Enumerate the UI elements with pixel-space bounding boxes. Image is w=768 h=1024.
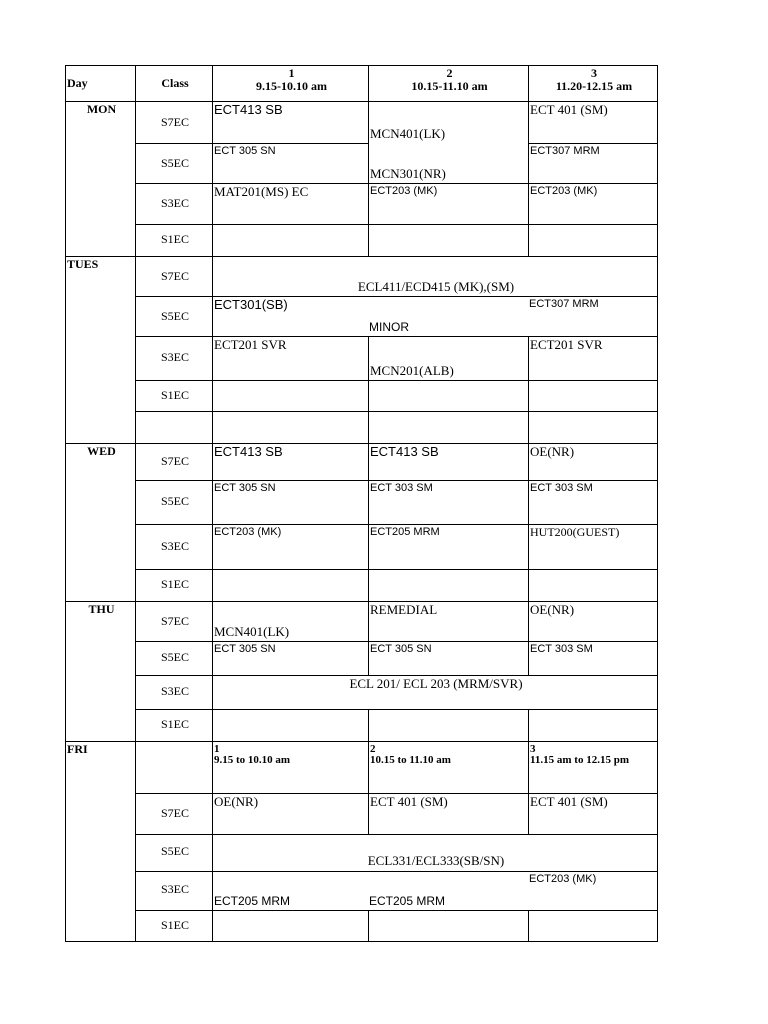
slot-cell (528, 183, 658, 225)
slot-cell (528, 224, 658, 257)
class-label: S3EC (160, 196, 189, 210)
fri-period-1-number: 1 (214, 743, 220, 755)
class-cell (135, 834, 213, 872)
class-label: S5EC (160, 309, 189, 323)
class-label: S3EC (160, 539, 189, 553)
day-cell-thu (65, 601, 136, 742)
class-cell (135, 296, 213, 337)
slot-text: ECT413 SB (214, 444, 283, 459)
slot-text: ECT203 (MK) (214, 526, 282, 538)
class-label: S7EC (160, 454, 189, 468)
class-label: S7EC (160, 614, 189, 628)
slot-text: ECT 401 (SM) (530, 794, 608, 809)
slot-text: ECT 303 SM (370, 482, 433, 494)
slot-cell-merged (212, 834, 658, 872)
slot-text: ECT205 MRM (214, 894, 291, 908)
class-cell (135, 336, 213, 381)
slot-text: ECT 401 (SM) (370, 794, 448, 809)
period-3-number: 3 (591, 66, 597, 80)
class-cell (135, 101, 213, 144)
slot-cell-merged (212, 256, 658, 297)
slot-cell (528, 910, 658, 942)
slot-text: ECT307 MRM (529, 298, 599, 310)
slot-text: ECT201 SVR (530, 337, 603, 352)
slot-cell (528, 569, 658, 602)
slot-text: ECT 305 SN (370, 643, 432, 655)
fri-period-1-time: 9.15 to 10.10 am (214, 754, 291, 766)
slot-cell (528, 480, 658, 525)
class-label: S1EC (160, 577, 189, 591)
slot-cell (368, 101, 529, 184)
slot-cell (212, 101, 369, 144)
slot-text: ECT203 (MK) (370, 185, 438, 197)
class-label: S5EC (160, 156, 189, 170)
day-label-tues: TUES (67, 257, 99, 271)
slot-cell (368, 793, 529, 835)
class-cell (135, 569, 213, 602)
class-label: S5EC (160, 650, 189, 664)
day-label-wed: WED (87, 444, 116, 458)
day-cell-mon (65, 101, 136, 257)
slot-cell (368, 296, 529, 337)
slot-text: ECT307 MRM (530, 145, 600, 157)
slot-cell (368, 480, 529, 525)
header-period-3 (528, 65, 658, 102)
slot-cell (212, 709, 369, 742)
class-label: S3EC (160, 882, 189, 896)
slot-text: MCN301(NR) (370, 166, 446, 181)
slot-cell (212, 601, 369, 642)
class-label: S1EC (160, 717, 189, 731)
slot-cell (528, 380, 658, 412)
class-label: S1EC (160, 918, 189, 932)
slot-text: REMEDIAL (370, 602, 438, 617)
slot-cell (528, 601, 658, 642)
class-cell (135, 871, 213, 911)
slot-text: ECT 305 SN (214, 643, 276, 655)
slot-cell (528, 411, 658, 444)
slot-text: ECT413 SB (370, 444, 439, 459)
fri-period-3-time: 11.15 am to 12.15 pm (530, 754, 629, 766)
class-cell (135, 524, 213, 570)
slot-text: MCN401(LK) (214, 624, 290, 639)
slot-cell (368, 709, 529, 742)
table-border-bottom (65, 941, 658, 942)
slot-text: HUT200(GUEST) (530, 525, 620, 539)
slot-text: ECT301(SB) (214, 297, 288, 312)
class-label: S7EC (160, 115, 189, 129)
class-cell (135, 601, 213, 642)
period-1-time: 9.15-10.10 am (256, 79, 327, 93)
day-cell-fri (65, 741, 136, 942)
class-cell (135, 411, 213, 444)
slot-cell (368, 224, 529, 257)
day-cell-tues (65, 256, 136, 444)
slot-text: OE(NR) (530, 444, 575, 459)
slot-cell (528, 524, 658, 570)
slot-cell (212, 296, 369, 337)
class-cell (135, 143, 213, 184)
period-1-number: 1 (288, 66, 295, 80)
slot-cell (368, 443, 529, 481)
slot-text: ECT203 (MK) (530, 185, 598, 197)
class-cell (135, 183, 213, 225)
slot-cell (212, 443, 369, 481)
class-label: S1EC (160, 388, 189, 402)
class-label: S3EC (160, 684, 189, 698)
class-label: S1EC (160, 232, 189, 246)
class-cell (135, 380, 213, 412)
slot-text: ECL411/ECD415 (MK),(SM) (357, 279, 515, 294)
slot-cell (368, 910, 529, 942)
fri-period-1 (212, 741, 369, 794)
fri-period-2 (368, 741, 529, 794)
slot-cell (212, 910, 369, 942)
slot-cell (368, 569, 529, 602)
header-day-cell (65, 65, 136, 102)
class-cell (135, 709, 213, 742)
slot-cell (368, 641, 529, 676)
slot-text: ECT205 MRM (369, 894, 446, 908)
slot-cell (212, 183, 369, 225)
slot-text: ECT 303 SM (530, 643, 593, 655)
slot-text: MCN201(ALB) (370, 363, 454, 378)
slot-cell (528, 871, 658, 911)
day-label-thu: THU (88, 602, 115, 616)
class-cell (135, 480, 213, 525)
slot-text: MINOR (369, 320, 409, 334)
class-label: S7EC (160, 269, 189, 283)
slot-text: ECT 305 SN (214, 145, 276, 157)
fri-period-3 (528, 741, 658, 794)
slot-text: ECT413 SB (214, 102, 283, 117)
slot-cell (368, 183, 529, 225)
slot-cell (212, 411, 369, 444)
slot-cell (212, 641, 369, 676)
slot-cell (368, 380, 529, 412)
period-3-time: 11.20-12.15 am (555, 79, 633, 93)
slot-text: ECT201 SVR (214, 337, 287, 352)
slot-text: ECT203 (MK) (529, 873, 597, 885)
header-period-2 (368, 65, 529, 102)
period-2-number: 2 (446, 66, 453, 80)
slot-text: ECL 201/ ECL 203 (MRM/SVR) (349, 676, 523, 691)
slot-text: ECT205 MRM (370, 526, 440, 538)
class-cell (135, 256, 213, 297)
header-class-label: Class (161, 76, 189, 90)
slot-cell (528, 336, 658, 381)
slot-cell (212, 143, 369, 184)
slot-cell (212, 569, 369, 602)
slot-cell (368, 524, 529, 570)
fri-period-2-time: 10.15 to 11.10 am (370, 754, 451, 766)
slot-cell (212, 793, 369, 835)
slot-text: OE(NR) (530, 602, 575, 617)
day-label-fri: FRI (67, 742, 88, 756)
slot-cell-merged (212, 675, 658, 710)
class-cell (135, 793, 213, 835)
class-cell (135, 443, 213, 481)
slot-text: OE(NR) (214, 794, 259, 809)
class-cell (135, 910, 213, 942)
header-day-label: Day (67, 76, 88, 90)
slot-cell (368, 336, 529, 381)
slot-text: ECT 401 (SM) (530, 102, 608, 117)
slot-cell (528, 296, 658, 337)
slot-cell (528, 443, 658, 481)
class-label: S7EC (160, 806, 189, 820)
day-cell-wed (65, 443, 136, 602)
slot-text: MAT201(MS) EC (214, 184, 309, 199)
class-label: S5EC (160, 494, 189, 508)
fri-period-2-number: 2 (370, 743, 376, 755)
table-border-right (657, 65, 658, 942)
header-period-1 (212, 65, 369, 102)
slot-text: ECT 303 SM (530, 482, 593, 494)
period-2-time: 10.15-11.10 am (411, 79, 488, 93)
class-cell (135, 675, 213, 710)
slot-text: ECT 305 SN (214, 482, 276, 494)
slot-cell (368, 871, 529, 911)
slot-cell (212, 336, 369, 381)
slot-cell (212, 480, 369, 525)
header-class-cell (135, 65, 213, 102)
slot-cell (212, 524, 369, 570)
slot-cell (528, 641, 658, 676)
slot-cell (368, 411, 529, 444)
class-label: S3EC (160, 350, 189, 364)
class-cell (135, 641, 213, 676)
slot-cell (212, 871, 369, 911)
slot-cell (212, 224, 369, 257)
slot-cell (528, 709, 658, 742)
slot-text: MCN401(LK) (370, 126, 446, 141)
day-label-mon: MON (86, 102, 117, 116)
slot-cell (212, 380, 369, 412)
class-label: S5EC (160, 844, 189, 858)
slot-cell (528, 143, 658, 184)
slot-cell (528, 101, 658, 144)
fri-period-3-number: 3 (530, 743, 536, 755)
class-cell (135, 224, 213, 257)
slot-cell (528, 793, 658, 835)
class-cell (135, 741, 213, 794)
slot-cell (368, 601, 529, 642)
slot-text: ECL331/ECL333(SB/SN) (367, 853, 505, 868)
